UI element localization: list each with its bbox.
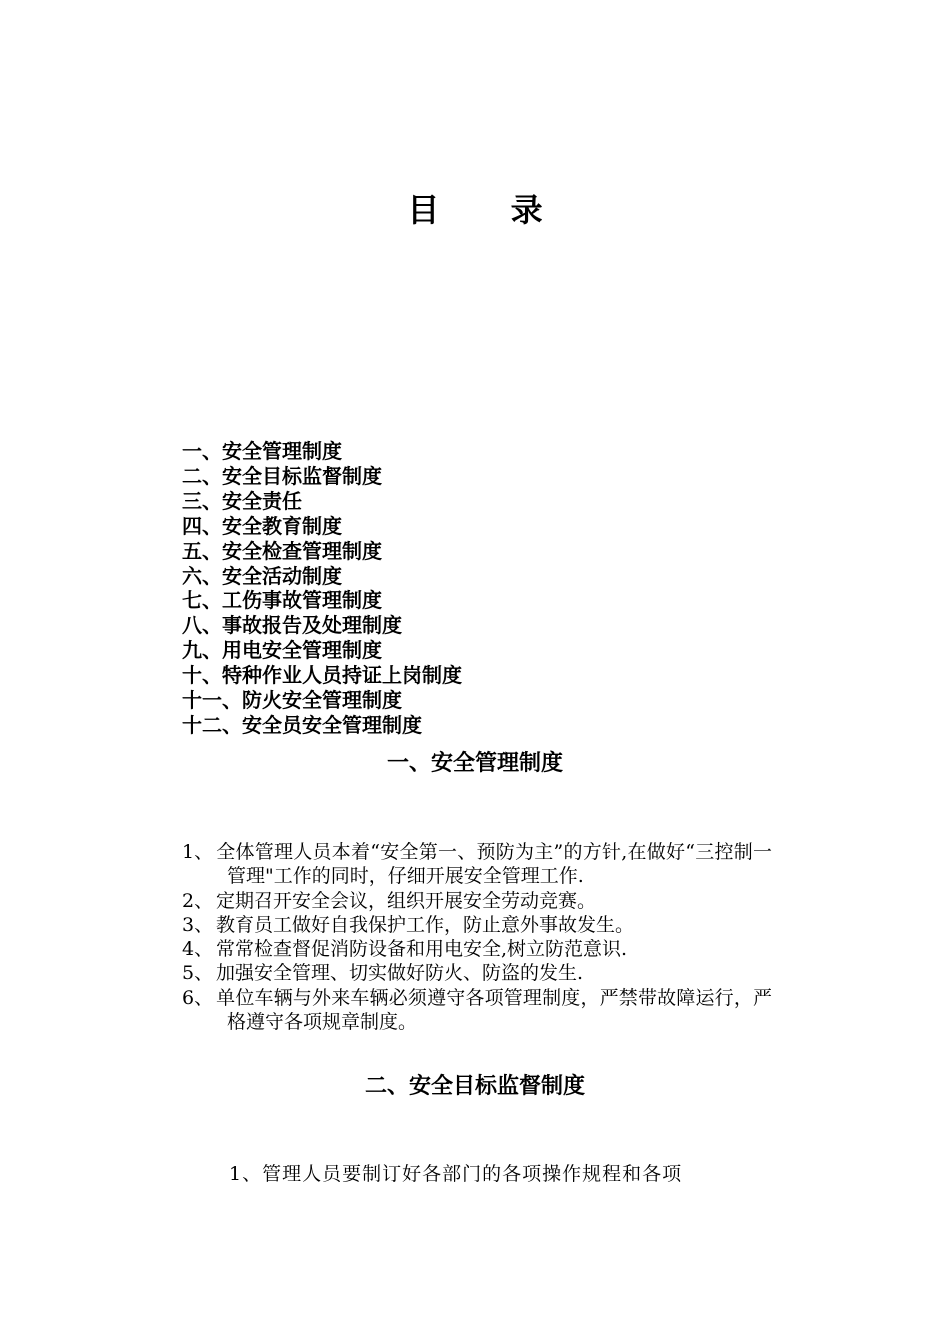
- rule-item: [182, 913, 772, 937]
- toc-item: 七、工伤事故管理制度: [182, 588, 382, 613]
- rule-item: [182, 961, 772, 985]
- rule-text: 常常检查督促消防设备和用电安全,树立防范意识.: [216, 938, 628, 961]
- toc-item: 四、安全教育制度: [182, 513, 342, 538]
- section-heading-safety-management: 一、安全管理制度: [386, 751, 563, 776]
- rule-number: 4、: [182, 938, 214, 961]
- rule-text: 定期召开安全会议，组织开展安全劳动竞赛。: [216, 889, 597, 912]
- rule-text: 全体管理人员本着“安全第一、预防为主”的方针,在做好“三控制一管理"工作的同时，仔细开展安全管理工作.: [216, 841, 772, 888]
- rule-text: 单位车辆与外来车辆必须遵守各项管理制度，严禁带故障运行，严格遵守各项规章制度。: [216, 986, 772, 1034]
- rule-number: 1、: [182, 841, 214, 863]
- rule-number: 3、: [182, 913, 214, 936]
- toc-item: 六、安全活动制度: [182, 563, 342, 588]
- rule-text: 教育员工做好自我保护工作，防止意外事故发生。: [216, 913, 635, 936]
- toc-item: 一、安全管理制度: [182, 439, 342, 463]
- toc-item: 九、用电安全管理制度: [182, 638, 382, 663]
- toc-item: 十一、防火安全管理制度: [182, 688, 402, 713]
- page-title: 目 录: [407, 191, 573, 229]
- section-heading-safety-target-supervision: 二、安全目标监督制度: [364, 1074, 585, 1099]
- rule-item: [182, 840, 772, 889]
- toc-item: 八、事故报告及处理制度: [182, 613, 402, 638]
- rule-number: 2、: [182, 889, 214, 912]
- rule-text: 加强安全管理、切实做好防火、防盗的发生.: [216, 962, 584, 985]
- toc-item: 五、安全检查管理制度: [182, 538, 382, 563]
- rule-item: [182, 937, 772, 961]
- rule-item: [182, 986, 772, 1035]
- toc-item: 二、安全目标监督制度: [182, 463, 382, 488]
- table-of-contents: [182, 439, 462, 738]
- rule-item: [182, 889, 772, 913]
- toc-item: 三、安全责任: [182, 488, 302, 513]
- toc-item: 十二、安全员安全管理制度: [182, 712, 422, 737]
- rule-number: 5、: [182, 962, 214, 985]
- safety-management-rules: [182, 840, 772, 1034]
- rule-number: 6、: [182, 986, 214, 1009]
- section-paragraph: 1、管理人员要制订好各部门的各项操作规程和各项: [229, 1163, 683, 1185]
- toc-item: 十、特种作业人员持证上岗制度: [182, 663, 462, 688]
